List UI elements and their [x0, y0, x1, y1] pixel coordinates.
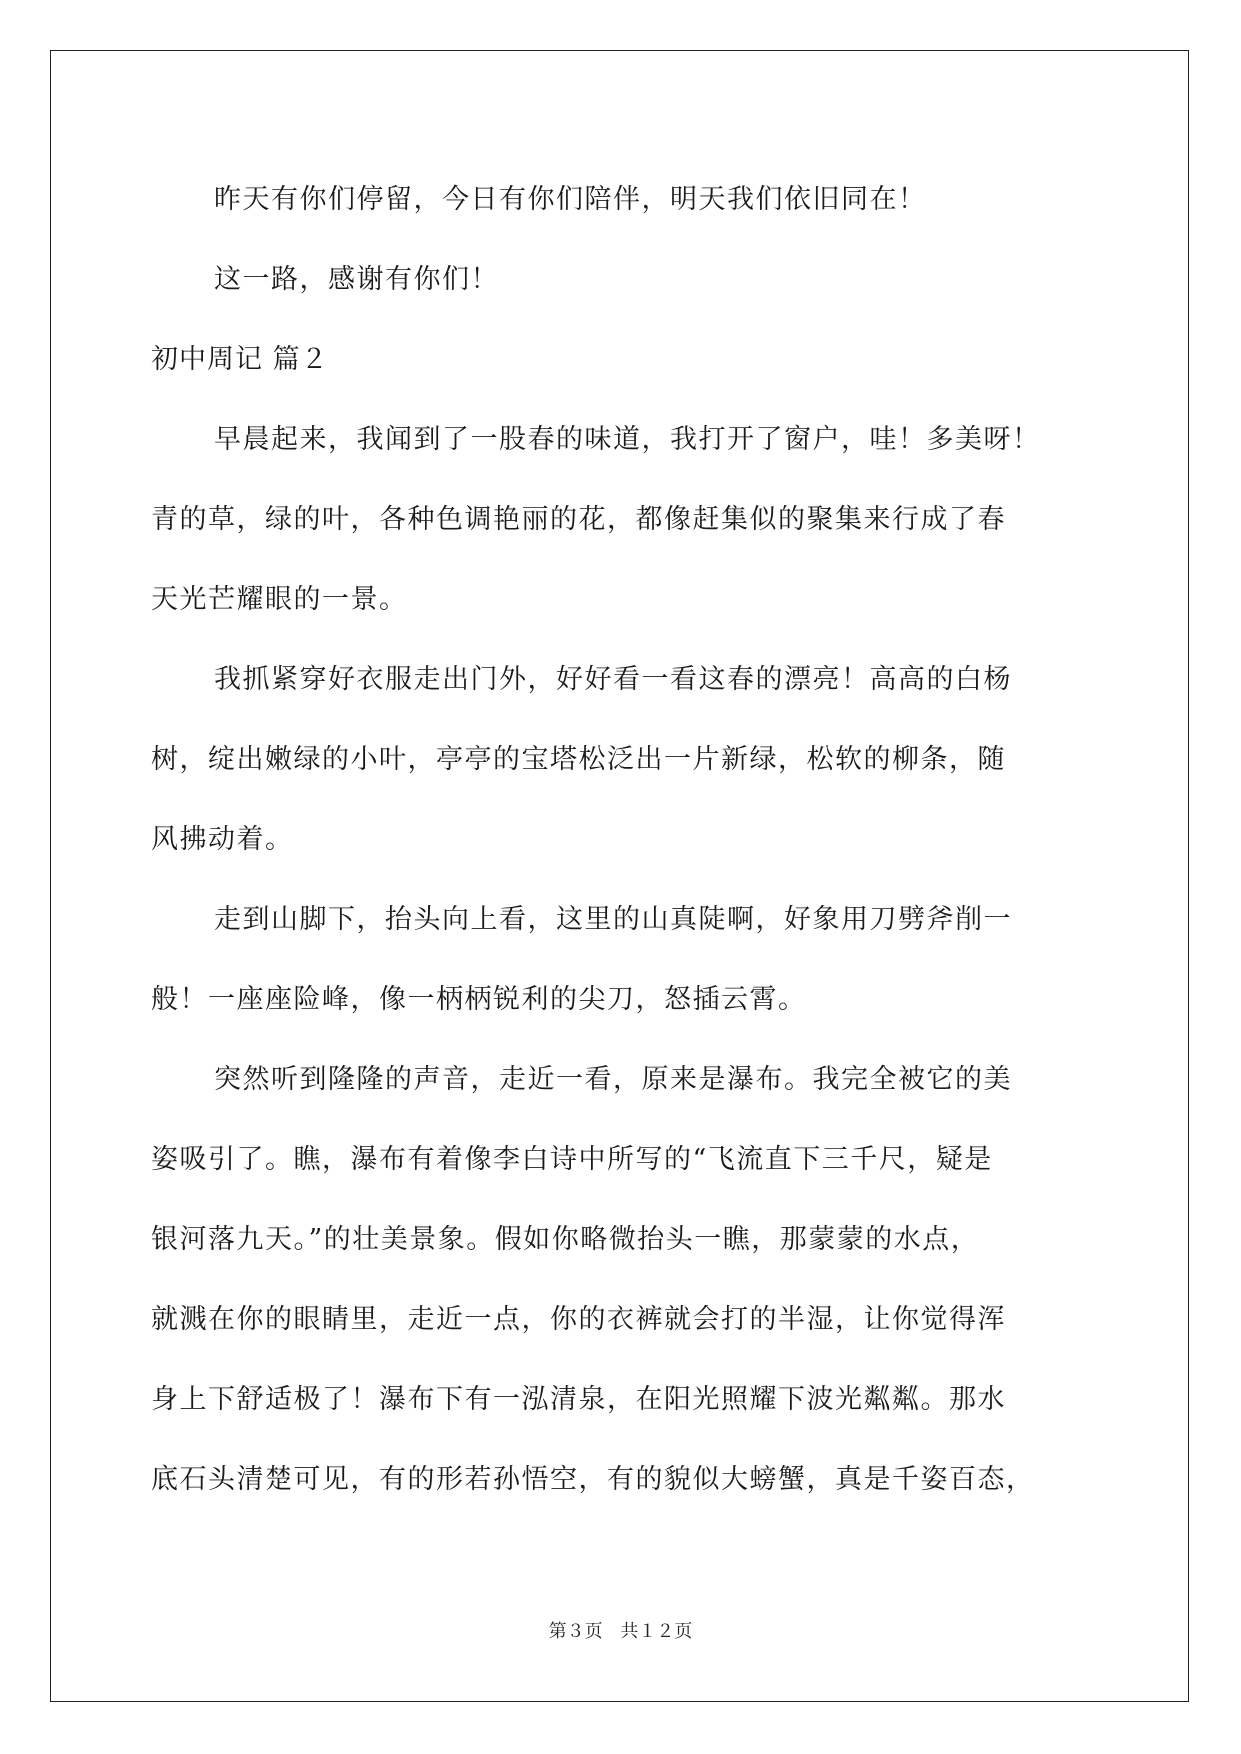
paragraph-line: 昨天有你们停留，今日有你们陪伴，明天我们依旧同在！	[214, 184, 927, 215]
paragraph-line: 银河落九天。”的壮美景象。假如你略微抬头一瞧，那蒙蒙的水点，	[151, 1224, 980, 1255]
paragraph-line: 风拂动着。	[151, 824, 294, 855]
page-number: 第３页	[548, 1621, 603, 1642]
paragraph-line: 青的草，绿的叶，各种色调艳丽的花，都像赶集似的聚集来行成了春	[151, 504, 1006, 535]
paragraph-line: 底石头清楚可见，有的形若孙悟空，有的貌似大螃蟹，真是千姿百态，	[151, 1464, 1035, 1495]
paragraph-line: 树，绽出嫩绿的小叶，亭亭的宝塔松泛出一片新绿，松软的柳条，随	[151, 744, 1006, 775]
paragraph-line: 我抓紧穿好衣服走出门外，好好看一看这春的漂亮！高高的白杨	[214, 664, 1012, 695]
document-body	[151, 160, 1086, 1520]
section-heading: 初中周记 篇２	[151, 344, 329, 375]
paragraph-line: 天光芒耀眼的一景。	[151, 584, 408, 615]
paragraph-line: 突然听到隆隆的声音，走近一看，原来是瀑布。我完全被它的美	[214, 1064, 1012, 1095]
paragraph-line: 这一路，感谢有你们！	[214, 264, 499, 295]
paragraph-line: 早晨起来，我闻到了一股春的味道，我打开了窗户，哇！多美呀！	[214, 424, 1041, 455]
paragraph-line: 般！一座座险峰，像一柄柄锐利的尖刀，怒插云霄。	[151, 984, 807, 1015]
paragraph-line: 就溅在你的眼睛里，走近一点，你的衣裤就会打的半湿，让你觉得浑	[151, 1304, 1006, 1335]
page-total: 共１２页	[620, 1621, 693, 1642]
paragraph-line: 身上下舒适极了！瀑布下有一泓清泉，在阳光照耀下波光粼粼。那水	[151, 1384, 1006, 1415]
paragraph-line: 姿吸引了。瞧，瀑布有着像李白诗中所写的“飞流直下三千尺，疑是	[151, 1144, 993, 1175]
page-footer	[0, 1617, 1241, 1643]
paragraph-line: 走到山脚下，抬头向上看，这里的山真陡啊，好象用刀劈斧削一	[214, 904, 1012, 935]
